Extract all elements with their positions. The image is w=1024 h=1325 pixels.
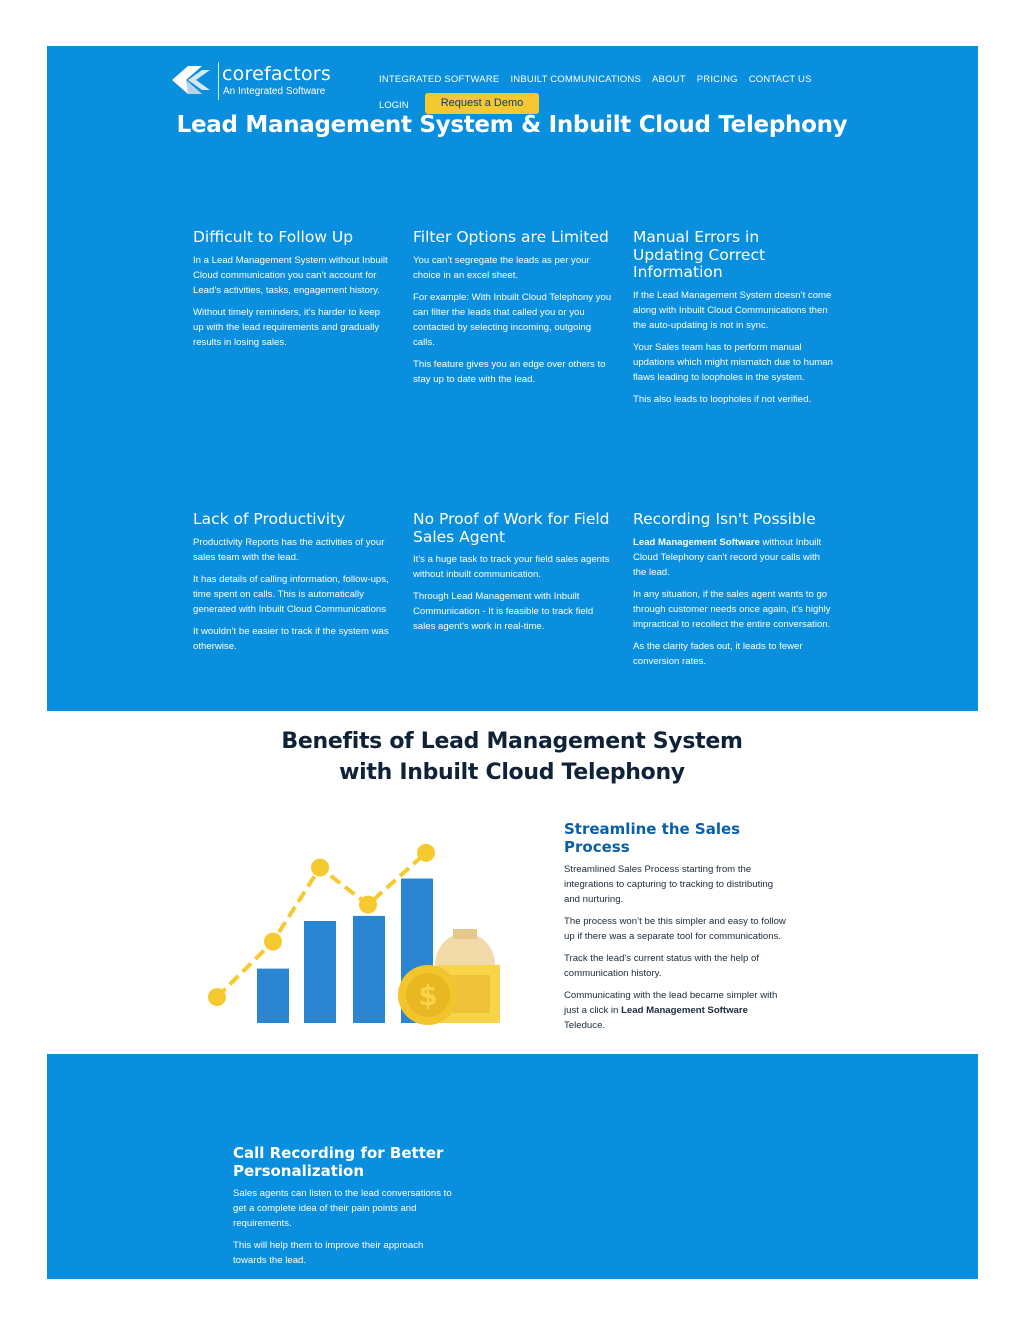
nav-integrated-software[interactable]: INTEGRATED SOFTWARE [379,74,500,85]
problem-text: It wouldn’t be easier to track if the system was otherwise. [193,625,389,652]
benefits-title-line1: Benefits of Lead Management System [281,729,743,754]
problem-text: For example: With Inbuilt Cloud Telephony you can filter the leads that called you or you contacted by selecting incoming, outgoing calls. [413,291,612,348]
streamline-text-pre: Communicating with the lead became simpler with just a click in [564,990,778,1016]
nav-pricing[interactable]: PRICING [696,74,738,85]
main-nav [379,74,812,85]
growth-illustration [200,825,510,1030]
lead-management-software-link[interactable]: Lead Management Software [621,1005,748,1016]
money-bag-tie [453,929,477,939]
problem-text: In any situation, if the sales agent wants to go through customer needs once again, it's highly impractical to recollect the entire conversation. [633,588,831,630]
problem-text: It's a huge task to track your field sales agents without inbuilt communication. [413,554,610,580]
streamline-text-post: Teleduce. [564,1020,606,1031]
illustration-bar [353,916,385,1023]
streamline-text: The process won’t be this simpler and easy to follow up if there was a separate tool for communications. [564,916,786,942]
problem-text: You can’t segregate the leads as per your choice in an excel sheet. [413,254,590,281]
problem-title: Lack of Productivity [193,510,346,528]
request-demo-button[interactable]: Request a Demo [425,93,539,114]
problem-text: As the clarity fades out, it leads to fewer conversion rates. [633,640,803,667]
nav-about[interactable]: ABOUT [652,74,686,85]
growth-chart-illustration [200,825,510,1030]
streamline-title: Streamline the Sales Process [564,820,741,856]
illustration-point [359,896,377,914]
benefits-title [0,726,1024,788]
problem-card-recording [633,511,833,676]
illustration-point [417,844,435,862]
problem-text: It has details of calling information, follow-ups, time spent on calls. This is automatically generated with Inbuilt Cloud Communications [193,573,389,615]
call-recording-section [47,1054,978,1279]
illustration-bar [304,921,336,1023]
problem-card-follow-up [193,229,393,357]
brand-name: corefactors [222,63,331,85]
corefactors-logo-icon [166,60,218,100]
problem-title: Manual Errors in Updating Correct Information [633,228,766,281]
problem-title: No Proof of Work for Field Sales Agent [413,510,610,546]
problem-text: Your Sales team has to perform manual updations which might mismatch due to human flaws leading to loopholes in the system. [633,341,833,383]
illustration-point [311,859,329,877]
illustration-bar [257,969,289,1023]
hero-title: Lead Management System & Inbuilt Cloud Telephony [176,112,848,138]
brand-logo[interactable] [166,60,346,102]
problem-card-proof-of-work [413,511,613,641]
coin-symbol: $ [418,979,438,1012]
problem-text: In a Lead Management System without Inbuilt Cloud communication you can’t account for Lead’s activities, tasks, engagement history. [193,254,388,296]
recording-text: Sales agents can listen to the lead conversations to get a complete idea of their pain points and requirements. [233,1188,452,1229]
problem-text: This feature gives you an edge over others to stay up to date with the lead. [413,358,606,385]
illustration-point [208,988,226,1006]
problem-title: Recording Isn't Possible [633,510,816,528]
problem-text: If the Lead Management System doesn’t come along with Inbuilt Cloud Communications then the auto-updating is not in sync. [633,289,832,331]
problem-card-productivity [193,511,393,661]
problem-title: Difficult to Follow Up [193,228,354,246]
streamline-text: Track the lead's current status with the help of communication history. [564,953,760,979]
problem-text [633,535,833,580]
recording-title: Call Recording for Better Personalization [233,1144,444,1180]
problem-card-manual-errors [633,229,833,414]
problem-text: This also leads to loopholes if not verified. [633,393,812,405]
problem-text: Productivity Reports has the activities of your sales team with the lead. [193,536,385,563]
logo-divider [218,62,219,100]
problem-title: Filter Options are Limited [413,228,609,246]
streamline-body [564,862,789,1040]
recording-body [233,1186,458,1275]
brand-tagline: An Integrated Software [223,86,326,97]
streamline-text: Streamlined Sales Process starting from the integrations to capturing to tracking to distributing and nurturing. [564,864,774,905]
recording-text: This will help them to improve their approach towards the lead. [233,1240,424,1266]
lead-management-software-link[interactable]: Lead Management Software [633,536,760,548]
nav-inbuilt-communications[interactable]: INBUILT COMMUNICATIONS [510,74,641,85]
problem-card-filter-options [413,229,613,394]
problem-text-rest: without Inbuilt Cloud Telephony can’t record your calls with the lead. [633,536,822,578]
benefits-title-line2: with Inbuilt Cloud Telephony [339,760,685,785]
streamline-text [564,988,789,1033]
problem-text: Through Lead Management with Inbuilt Communication - It is feasible to track field sales agent's work in real-time. [413,591,594,632]
illustration-point [264,933,282,951]
nav-login[interactable]: LOGIN [379,100,409,111]
nav-contact-us[interactable]: CONTACT US [748,74,812,85]
problem-text: Without timely reminders, it’s harder to keep up with the lead requirements and gradually results in losing sales. [193,306,380,348]
